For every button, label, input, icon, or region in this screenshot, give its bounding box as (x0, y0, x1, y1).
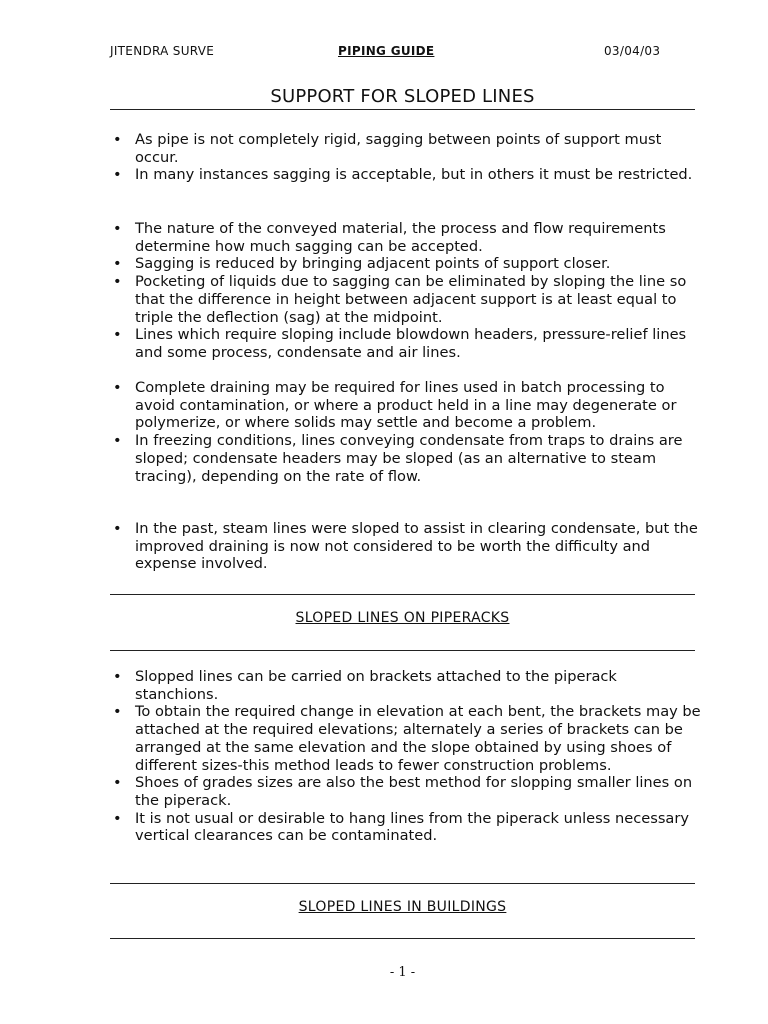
title-rule (110, 109, 695, 110)
bullet-text: It is not usual or desirable to hang lines from the piperack unless necessary vertical clearances can be contaminated. (135, 809, 689, 845)
bullet-group-1 (113, 131, 703, 184)
bullet-icon: • (113, 520, 122, 537)
bullet-text: Slopped lines can be carried on brackets attached to the piperack stanchions. (135, 668, 617, 703)
bullet-text: As pipe is not completely rigid, sagging between points of support must occur. (135, 131, 662, 166)
bullet-item (113, 703, 703, 774)
header-doc-title: PIPING GUIDE (338, 44, 435, 58)
page-title: SUPPORT FOR SLOPED LINES (270, 86, 535, 107)
section-rule (110, 594, 695, 595)
bullet-group-4 (113, 520, 703, 573)
bullet-text: In many instances sagging is acceptable, but in others it must be restricted. (135, 166, 693, 184)
section-rule (110, 650, 695, 651)
bullet-item (113, 432, 703, 485)
bullet-item (113, 379, 703, 432)
bullet-text: To obtain the required change in elevation at each bent, the brackets may be attached at the required elevations; alternately a series of brackets can be arranged at the same elevation and the slope obtained by using shoes of different sizes-this method leads to fewer construction problems. (135, 703, 701, 774)
bullet-text: Sagging is reduced by bringing adjacent points of support closer. (135, 255, 611, 273)
bullet-item (113, 326, 703, 361)
bullet-item (113, 520, 703, 573)
header-date: 03/04/03 (604, 44, 661, 58)
bullet-item (113, 668, 703, 703)
bullet-text: Shoes of grades sizes are also the best method for slopping smaller lines on the piperack. (135, 774, 693, 809)
bullet-icon: • (113, 326, 122, 344)
subheading-piperacks: SLOPED LINES ON PIPERACKS (295, 610, 510, 626)
bullet-icon: • (113, 703, 122, 721)
bullet-icon: • (113, 273, 122, 291)
bullet-group-3 (113, 379, 703, 485)
bullet-icon: • (113, 166, 122, 184)
bullet-icon: • (113, 668, 122, 685)
header-author: JITENDRA SURVE (110, 44, 215, 58)
bullet-text: In freezing conditions, lines conveying condensate from traps to drains are sloped; condensate headers may be sloped (as an alternative to steam tracing), depending on the rate of flow. (135, 432, 683, 485)
bullet-text: Lines which require sloping include blowdown headers, pressure-relief lines and some process, condensate and air lines. (135, 326, 687, 361)
bullet-group-2 (113, 220, 703, 362)
bullet-item (113, 166, 703, 184)
bullet-item (113, 810, 703, 845)
bullet-icon: • (113, 432, 122, 450)
bullet-group-5 (113, 668, 703, 845)
bullet-icon: • (113, 220, 122, 237)
subheading-buildings: SLOPED LINES IN BUILDINGS (298, 899, 507, 915)
bullet-item (113, 273, 703, 326)
bullet-item (113, 255, 703, 273)
bullet-text: Complete draining may be required for lines used in batch processing to avoid contamination, or where a product held in a line may degenerate or polymerize, or where solids may settle and become a problem. (135, 379, 677, 432)
bullet-text: Pocketing of liquids due to sagging can be eliminated by sloping the line so that the difference in height between adjacent support is at least equal to triple the deflection (sag) at the midpoint. (135, 273, 687, 326)
bullet-icon: • (113, 774, 122, 792)
bullet-item (113, 131, 703, 166)
section-rule (110, 883, 695, 884)
bullet-text: In the past, steam lines were sloped to assist in clearing condensate, but the improved draining is now not considered to be worth the difficulty and expense involved. (135, 520, 698, 573)
bullet-icon: • (113, 255, 122, 273)
bullet-item (113, 220, 703, 255)
page-number: - 1 - (389, 965, 416, 980)
bullet-icon: • (113, 379, 122, 396)
bullet-text: The nature of the conveyed material, the process and flow requirements determine how much sagging can be accepted. (135, 220, 666, 255)
bullet-icon: • (113, 809, 122, 827)
bullet-item (113, 774, 703, 809)
bullet-icon: • (113, 131, 122, 148)
section-rule (110, 938, 695, 939)
